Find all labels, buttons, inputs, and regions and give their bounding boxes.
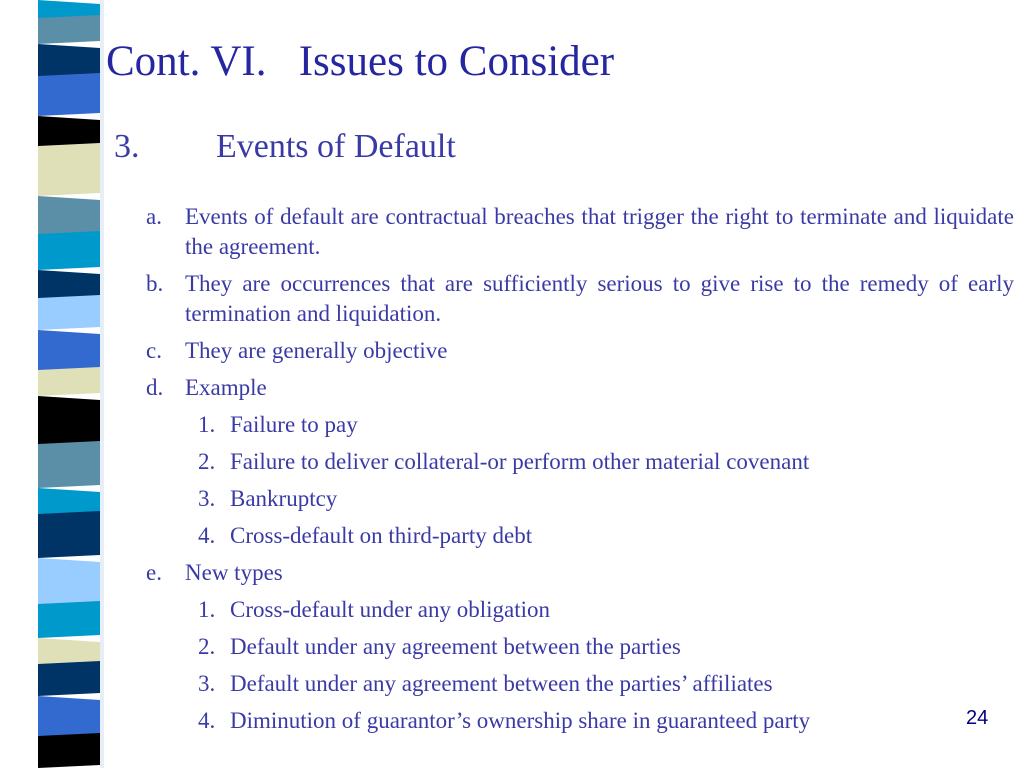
sublist-marker: 2. — [198, 634, 216, 659]
sublist-text: Diminution of guarantor’s ownership share in guaranteed party — [230, 708, 811, 733]
stripe-band — [38, 330, 100, 374]
list-marker: a. — [146, 204, 162, 229]
sublist-marker: 3. — [198, 486, 216, 511]
list-item-b — [146, 269, 1014, 329]
stripe-band — [38, 661, 100, 696]
sublist-text: Default under any agreement between the parties’ affiliates — [230, 671, 773, 696]
page-number: 24 — [966, 707, 989, 729]
stripe-band — [38, 231, 100, 270]
sublist-text: Bankruptcy — [230, 486, 338, 511]
slide-title: Cont. VI. Issues to Consider — [106, 38, 615, 85]
list-marker: c. — [146, 338, 162, 363]
list-text: Example — [185, 375, 267, 400]
sublist-text: Cross-default under any obligation — [230, 597, 551, 622]
stripe-band — [38, 73, 100, 116]
stripe-band — [38, 733, 100, 768]
stripe-band — [38, 441, 100, 488]
content-list — [146, 202, 1014, 743]
stripe-band — [38, 143, 100, 196]
sublist-item — [198, 595, 1014, 625]
stripe-band — [38, 511, 100, 558]
stripe-edge — [100, 0, 104, 768]
sublist-text: Cross-default on third-party debt — [230, 523, 533, 548]
sublist-item — [198, 484, 1014, 514]
list-item-d — [146, 373, 1014, 403]
sublist-text: Failure to pay — [230, 412, 358, 437]
stripe-band — [38, 295, 100, 330]
sublist-text: Failure to deliver collateral-or perform other material covenant — [230, 449, 810, 474]
list-item-c — [146, 336, 1014, 366]
stripe-band — [38, 15, 100, 44]
list-item-e — [146, 558, 1014, 588]
section-heading — [114, 126, 456, 168]
list-text: They are generally objective — [185, 338, 448, 363]
sublist-item — [198, 706, 1014, 736]
stripe-band — [38, 558, 100, 608]
sublist-item — [198, 410, 1014, 440]
sublist-marker: 4. — [198, 523, 216, 548]
list-text: They are occurrences that are sufficiently serious to give rise to the remedy of early termination and liquidation. — [185, 271, 1014, 326]
list-text: New types — [185, 560, 283, 585]
stripe-band — [38, 696, 100, 740]
sublist-item — [198, 521, 1014, 551]
stripe-band — [38, 396, 100, 448]
decorative-stripe — [0, 0, 118, 768]
sublist-item — [198, 632, 1014, 662]
sublist-marker: 1. — [198, 412, 216, 437]
list-marker: b. — [146, 271, 164, 296]
list-item-a — [146, 202, 1014, 262]
list-marker: d. — [146, 375, 164, 400]
sublist-item — [198, 669, 1014, 699]
sublist-item — [198, 447, 1014, 477]
sublist-text: Default under any agreement between the parties — [230, 634, 681, 659]
sublist-d — [146, 410, 1014, 551]
sublist-e — [146, 595, 1014, 736]
sublist-marker: 2. — [198, 449, 216, 474]
list-text: Events of default are contractual breaches that trigger the right to terminate and liquidate the agreement. — [185, 204, 1014, 259]
stripe-band — [38, 601, 100, 638]
section-number: 3. — [114, 128, 140, 165]
section-title: Events of Default — [216, 128, 456, 165]
list-marker: e. — [146, 560, 162, 585]
stripe-band — [38, 367, 100, 396]
sublist-marker: 3. — [198, 671, 216, 696]
sublist-marker: 4. — [198, 708, 216, 733]
sublist-marker: 1. — [198, 597, 216, 622]
